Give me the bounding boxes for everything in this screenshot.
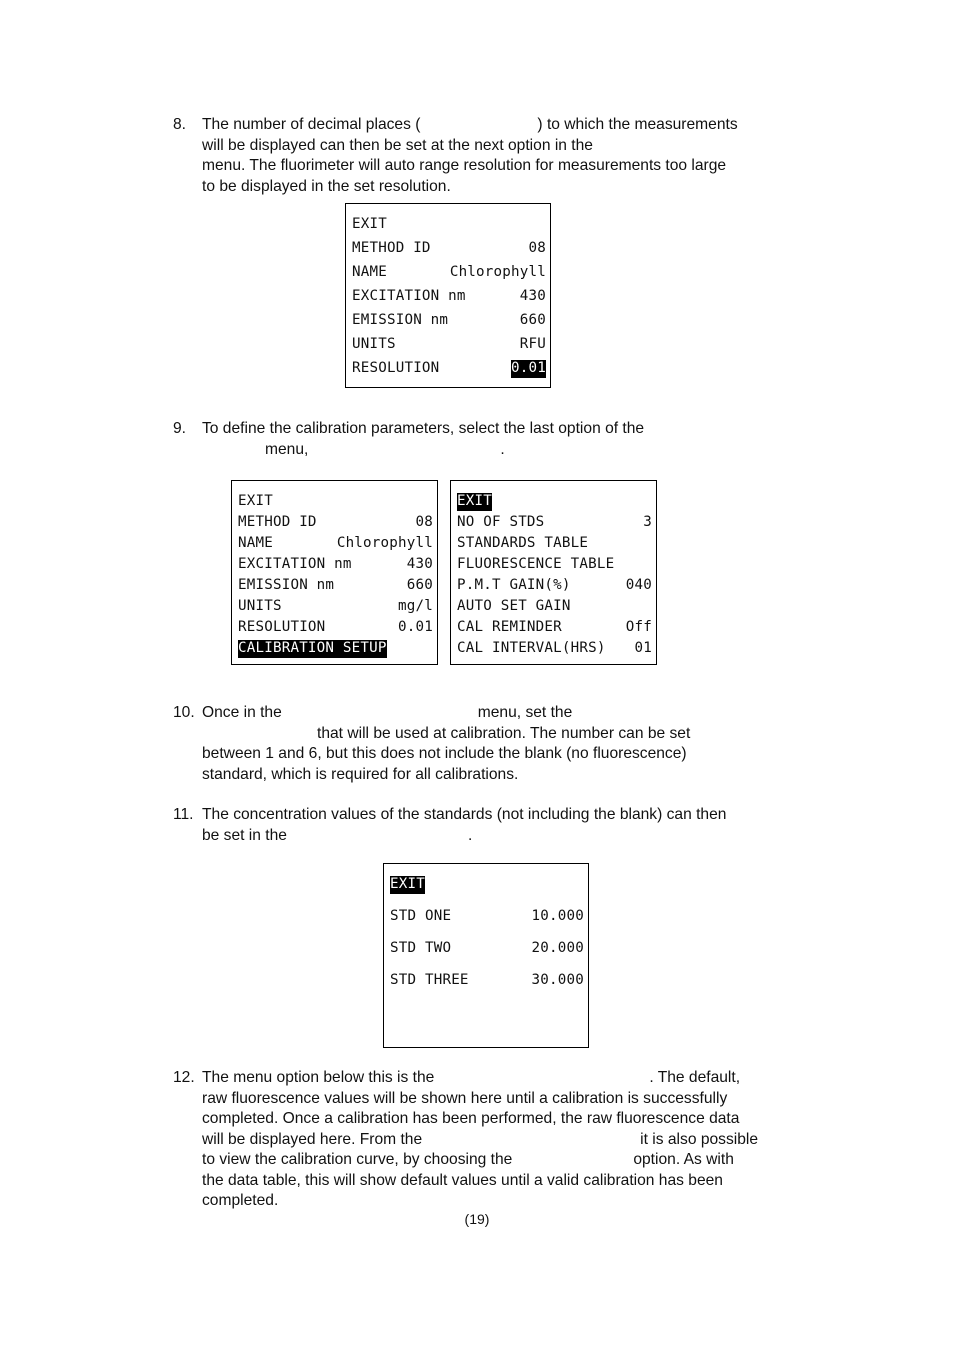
menu-row-pmt-gain[interactable]: P.M.T GAIN(%) 040 [457,577,652,593]
menu-row-units[interactable]: UNITS RFU [352,336,546,352]
menu-row-method-id[interactable]: METHOD ID 08 [352,240,546,256]
step-text: to be displayed in the set resolution. [202,177,451,195]
step-number: 8. [173,116,187,133]
menu-row-excitation[interactable]: EXCITATION nm 430 [238,556,433,572]
step-text: To define the calibration parameters, select the last option of the [202,420,645,437]
step-text: the data table, this will show default values until a valid calibration has been [202,1171,723,1189]
step-text: menu, set the [477,704,573,721]
std-row-three[interactable]: STD THREE 30.000 [390,972,584,988]
selected-menu-item: CALIBRATION SETUP [238,640,387,656]
step-text: ) to which the measurements [537,116,738,133]
menu-row-exit[interactable]: EXIT [238,493,273,509]
step-text: completed. Once a calibration has been performed, the raw fluorescence data [202,1110,740,1127]
instruction-step-12 [173,1068,758,1212]
page-number: (19) [464,1211,490,1227]
menu-row-cal-reminder[interactable]: CAL REMINDER Off [457,619,652,635]
step-number: 10. [173,704,195,721]
instruction-step-9 [173,419,644,460]
selected-resolution-value: 0.01 [511,360,546,376]
step-text: . [467,826,473,844]
std-row-two[interactable]: STD TWO 20.000 [390,940,584,956]
method-menu-screen-calibration [231,480,438,665]
menu-row-units[interactable]: UNITS mg/l [238,598,433,614]
menu-row-exit[interactable]: EXIT [352,216,387,232]
menu-row-exit[interactable] [457,493,652,511]
step-text: standard, which is required for all calibrations. [202,765,519,783]
step-text: menu. The fluorimeter will auto range resolution for measurements too large [202,157,727,174]
menu-row-calibration-setup[interactable] [238,640,433,658]
step-text: will be displayed can then be set at the next option in the [202,136,593,154]
menu-row-method-id[interactable]: METHOD ID 08 [238,514,433,530]
selected-menu-item: EXIT [457,493,492,509]
step-text: that will be used at calibration. The number can be set [317,724,691,742]
step-text: The number of decimal places ( [202,116,421,133]
step-text: . [500,440,505,458]
menu-row-no-of-stds[interactable]: NO OF STDS 3 [457,514,652,530]
step-text: between 1 and 6, but this does not include the blank (no fluorescence) [202,745,687,762]
menu-row-resolution[interactable]: RESOLUTION 0.01 [352,360,546,376]
step-text: raw fluorescence values will be shown here until a calibration is successfully [202,1089,728,1107]
menu-row-excitation[interactable]: EXCITATION nm 430 [352,288,546,304]
step-text: will be displayed here. From the [202,1130,423,1148]
step-text: it is also possible [640,1130,759,1148]
menu-row-fluorescence-table[interactable]: FLUORESCENCE TABLE [457,556,615,572]
calibration-setup-screen [450,480,657,665]
menu-row-emission[interactable]: EMISSION nm 660 [238,577,433,593]
menu-row-exit[interactable] [390,876,584,894]
step-number: 12. [173,1069,195,1086]
step-text: The concentration values of the standards (not including the blank) can then [202,806,727,823]
instruction-step-11 [173,805,726,846]
menu-row-standards-table[interactable]: STANDARDS TABLE [457,535,589,551]
menu-row-name[interactable]: NAME Chlorophyll [238,535,433,551]
menu-row-resolution[interactable]: RESOLUTION 0.01 [238,619,433,635]
step-text: Once in the [202,704,282,721]
step-text: option. As with [633,1151,734,1168]
std-row-one[interactable]: STD ONE 10.000 [390,908,584,924]
menu-row-cal-interval[interactable]: CAL INTERVAL(HRS) 01 [457,640,652,656]
step-number: 11. [173,806,194,823]
instruction-step-10 [173,703,690,785]
method-menu-screen [345,203,551,388]
step-number: 9. [173,420,187,437]
step-text: completed. [202,1192,279,1209]
menu-row-emission[interactable]: EMISSION nm 660 [352,312,546,328]
step-text: be set in the [202,826,287,844]
menu-row-auto-set-gain[interactable]: AUTO SET GAIN [457,598,571,614]
step-text: to view the calibration curve, by choosing the [202,1151,513,1168]
standards-table-screen [383,863,589,1048]
step-text: The menu option below this is the [202,1069,435,1086]
step-text: . The default, [649,1069,741,1086]
step-text: menu, [265,440,309,458]
selected-menu-item: EXIT [390,876,425,892]
menu-row-name[interactable]: NAME Chlorophyll [352,264,546,280]
instruction-step-8 [173,115,738,197]
